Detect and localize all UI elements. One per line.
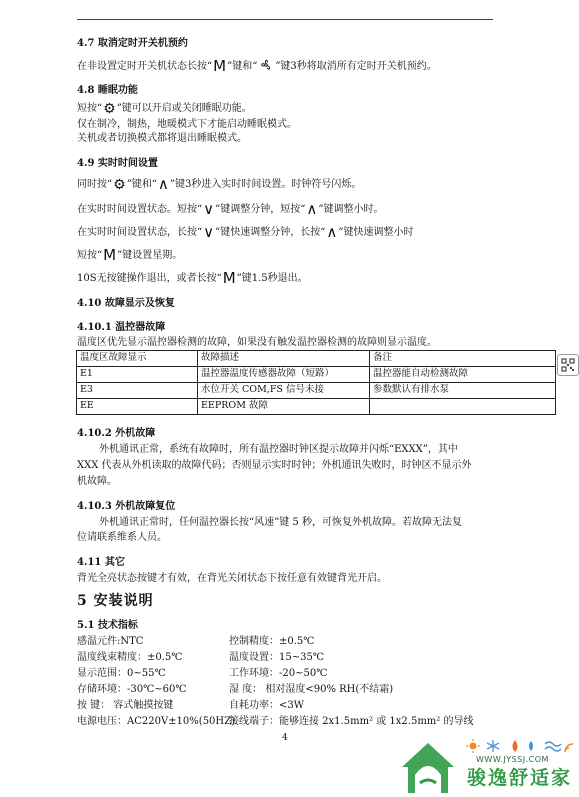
section-4-9-line3: 在实时时间设置状态，长按“∨”键快速调整分钟，长按“∧”键快速调整小时: [77, 223, 414, 241]
table-row: [77, 383, 556, 399]
section-5-title: 5 安装说明: [77, 593, 154, 609]
section-4-10-3-line2: 位请联系维系人员。: [77, 532, 167, 543]
watermark-url: WWW.JYSSJ.COM: [476, 755, 549, 764]
section-4-9-line5: 10S无按键操作退出，或者长按“M”键1.5秒退出。: [77, 269, 308, 287]
spec-item: 显示范围：0~55℃: [77, 668, 166, 679]
table-cell: 温控器温度传感器故障（短路）: [198, 367, 370, 383]
qr-code-button[interactable]: [557, 354, 579, 376]
up-arrow-icon: ∧: [157, 175, 169, 193]
section-4-8-line1: 短按“⚙”键可以开启或关闭睡眠功能。: [77, 101, 252, 117]
section-4-9-line1: 同时按“⚙”键和“∧”键3秒进入实时时间设置。时钟符号闪烁。: [77, 175, 362, 193]
down-arrow-icon: ∨: [203, 223, 215, 241]
section-4-10-3-title: 4.10.3 外机故障复位: [77, 501, 176, 512]
header-rule: [77, 19, 493, 20]
section-4-10-2-title: 4.10.2 外机故障: [77, 428, 156, 439]
spec-item: 工作环境：-20~50℃: [229, 668, 328, 679]
section-4-10-2-line3: 机故障。: [77, 476, 117, 487]
table-header-cell: 备注: [370, 351, 556, 367]
spec-item: 接线端子：能够连接 2x1.5mm² 或 1x2.5mm² 的导线: [229, 716, 474, 727]
m-key-icon: M: [222, 269, 236, 287]
fault-table: [76, 350, 556, 415]
qr-code-icon: [561, 358, 575, 372]
page-number: 4: [282, 733, 288, 743]
spec-item: 自耗功率：<3W: [229, 700, 305, 711]
section-4-11-text: 背光全亮状态按键才有效，在背光关闭状态下按任意有效键背光开启。: [77, 573, 387, 584]
spec-item: 电源电压：AC220V±10%(50HZ): [77, 716, 235, 727]
table-cell: E3: [77, 383, 198, 399]
m-key-icon: M: [213, 57, 227, 75]
m-key-icon: M: [103, 246, 117, 264]
section-4-10-2-line2: XXX 代表从外机读取的故障代码；否则显示实时时钟；外机通讯失败时，时钟区不显示外: [77, 460, 472, 471]
fan-icon: [258, 59, 274, 71]
section-4-8-line2: 仅在制冷，制热，地暖模式下才能启动睡眠模式。: [77, 119, 297, 130]
spec-item: 存储环境：-30℃~60℃: [77, 684, 187, 695]
section-4-10-1-title: 4.10.1 温控器故障: [77, 322, 166, 333]
spec-item: 温度设置：15~35℃: [229, 652, 325, 663]
section-4-7-title: 4.7 取消定时开关机预约: [77, 38, 188, 49]
spec-item: 感温元件:NTC: [77, 636, 144, 647]
table-cell: 水位开关 COM,FS 信号未接: [198, 383, 370, 399]
spec-item: 温度线束精度：±0.5℃: [77, 652, 183, 663]
watermark-brand-name: 骏逸舒适家: [467, 767, 573, 789]
spec-item: 湿 度： 相对湿度<90% RH(不结霜): [229, 684, 394, 695]
table-header-cell: 故障描述: [198, 351, 370, 367]
section-4-9-title: 4.9 实时时间设置: [77, 158, 158, 169]
table-cell: 温控器能自动检测故障: [370, 367, 556, 383]
up-arrow-icon: ∧: [326, 223, 338, 241]
table-cell: E1: [77, 367, 198, 383]
spec-item: 控制精度：±0.5℃: [229, 636, 315, 647]
table-row: [77, 399, 556, 415]
section-4-10-1-intro: 温度区优先显示温控器检测的故障，如果没有触发温控器检测的故障则显示温度。: [77, 337, 437, 348]
up-arrow-icon: ∧: [306, 200, 318, 218]
section-4-9-line2: 在实时时间设置状态。短按“∨”键调整分钟，短按“∧”键调整小时。: [77, 200, 384, 218]
table-cell: [370, 399, 556, 415]
section-4-7-text: 在非设置定时开关机状态长按“M”键和“ ”键3秒将取消所有定时开关机预约。: [77, 57, 437, 75]
section-4-8-title: 4.8 睡眠功能: [77, 85, 138, 96]
table-header-cell: 温度区故障显示: [77, 351, 198, 367]
gear-icon: ⚙: [113, 177, 126, 193]
table-cell: 参数默认有排水泵: [370, 383, 556, 399]
section-4-9-line4: 短按“M”键设置星期。: [77, 246, 183, 264]
section-4-10-title: 4.10 故障显示及恢复: [77, 298, 175, 309]
section-4-10-3-line1: 外机通讯正常时，任何温控器长按“风速”键 5 秒，可恢复外机故障。若故障无法复: [99, 517, 462, 528]
weather-icons-strip: [465, 738, 575, 754]
section-4-11-title: 4.11 其它: [77, 557, 125, 568]
spec-item: 按 键： 容式触摸按键: [77, 700, 174, 711]
table-cell: EE: [77, 399, 198, 415]
section-5-1-title: 5.1 技术指标: [77, 620, 138, 631]
table-cell: EEPROM 故障: [198, 399, 370, 415]
section-4-10-2-line1: 外机通讯正常，系统有故障时，所有温控器时钟区提示故障并闪烁“EXXX”，其中: [99, 444, 458, 455]
house-logo-icon: [398, 737, 458, 795]
gear-icon: ⚙: [103, 101, 116, 117]
table-header-row: [77, 351, 556, 367]
section-4-8-line3: 关机或者切换模式都将退出睡眠模式。: [77, 133, 247, 144]
table-row: [77, 367, 556, 383]
down-arrow-icon: ∨: [203, 200, 215, 218]
